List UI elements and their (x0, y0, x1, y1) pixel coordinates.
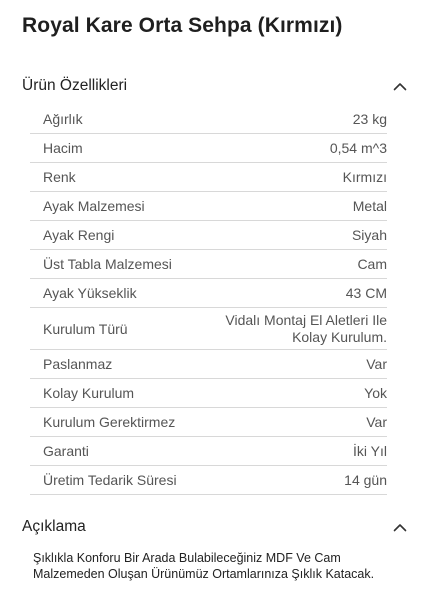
spec-row (30, 192, 387, 221)
spec-value: Siyah (351, 227, 387, 243)
features-section-title: Ürün Özellikleri (22, 77, 128, 94)
spec-row (30, 437, 387, 466)
spec-value: Vidalı Montaj El Aletleri Ile Kolay Kurulum. (225, 311, 387, 345)
description-section-title: Açıklama (22, 518, 86, 535)
spec-label: Ayak Malzemesi (43, 198, 145, 214)
description-text: Şıklıkla Konforu Bir Arada Bulabileceğiniz MDF Ve Cam Malzemeden Oluşan Ürünümüz Ortamlarınıza Şıklık Katacak. (33, 551, 375, 581)
spec-value: İki Yıl (353, 443, 387, 459)
spec-row (30, 105, 387, 134)
spec-label: Paslanmaz (43, 356, 113, 372)
spec-value: 14 gün (344, 472, 387, 488)
spec-value: Var (366, 414, 387, 430)
spec-row (30, 163, 387, 192)
chevron-up-icon[interactable] (393, 520, 407, 534)
spec-row (30, 279, 387, 308)
spec-label: Kurulum Türü (43, 320, 128, 337)
spec-label: Üst Tabla Malzemesi (43, 256, 172, 272)
spec-value: 43 CM (345, 285, 387, 301)
spec-value: 23 kg (352, 111, 387, 127)
spec-label: Kurulum Gerektirmez (43, 414, 176, 430)
spec-label: Üretim Tedarik Süresi (43, 472, 177, 488)
spec-row (30, 250, 387, 279)
spec-row (30, 134, 387, 163)
features-table (30, 105, 387, 495)
spec-value: Kırmızı (342, 169, 387, 185)
spec-value: Var (366, 356, 387, 372)
spec-label: Kolay Kurulum (43, 385, 135, 401)
features-section-header[interactable] (0, 71, 429, 101)
spec-value: 0,54 m^3 (329, 140, 387, 156)
spec-row (30, 408, 387, 437)
description-section-header[interactable] (0, 512, 429, 542)
spec-label: Renk (43, 169, 76, 185)
spec-value: Yok (364, 385, 387, 401)
spec-label: Ağırlık (43, 111, 83, 127)
spec-value: Cam (357, 256, 387, 272)
spec-row (30, 308, 387, 350)
spec-row (30, 379, 387, 408)
spec-row (30, 221, 387, 250)
spec-row (30, 466, 387, 495)
spec-label: Ayak Yükseklik (43, 285, 137, 301)
spec-label: Ayak Rengi (43, 227, 115, 243)
chevron-up-icon[interactable] (393, 79, 407, 93)
spec-row (30, 350, 387, 379)
product-title: Royal Kare Orta Sehpa (Kırmızı) (22, 14, 343, 37)
spec-value: Metal (352, 198, 387, 214)
spec-label: Garanti (43, 443, 89, 459)
spec-label: Hacim (43, 140, 83, 156)
